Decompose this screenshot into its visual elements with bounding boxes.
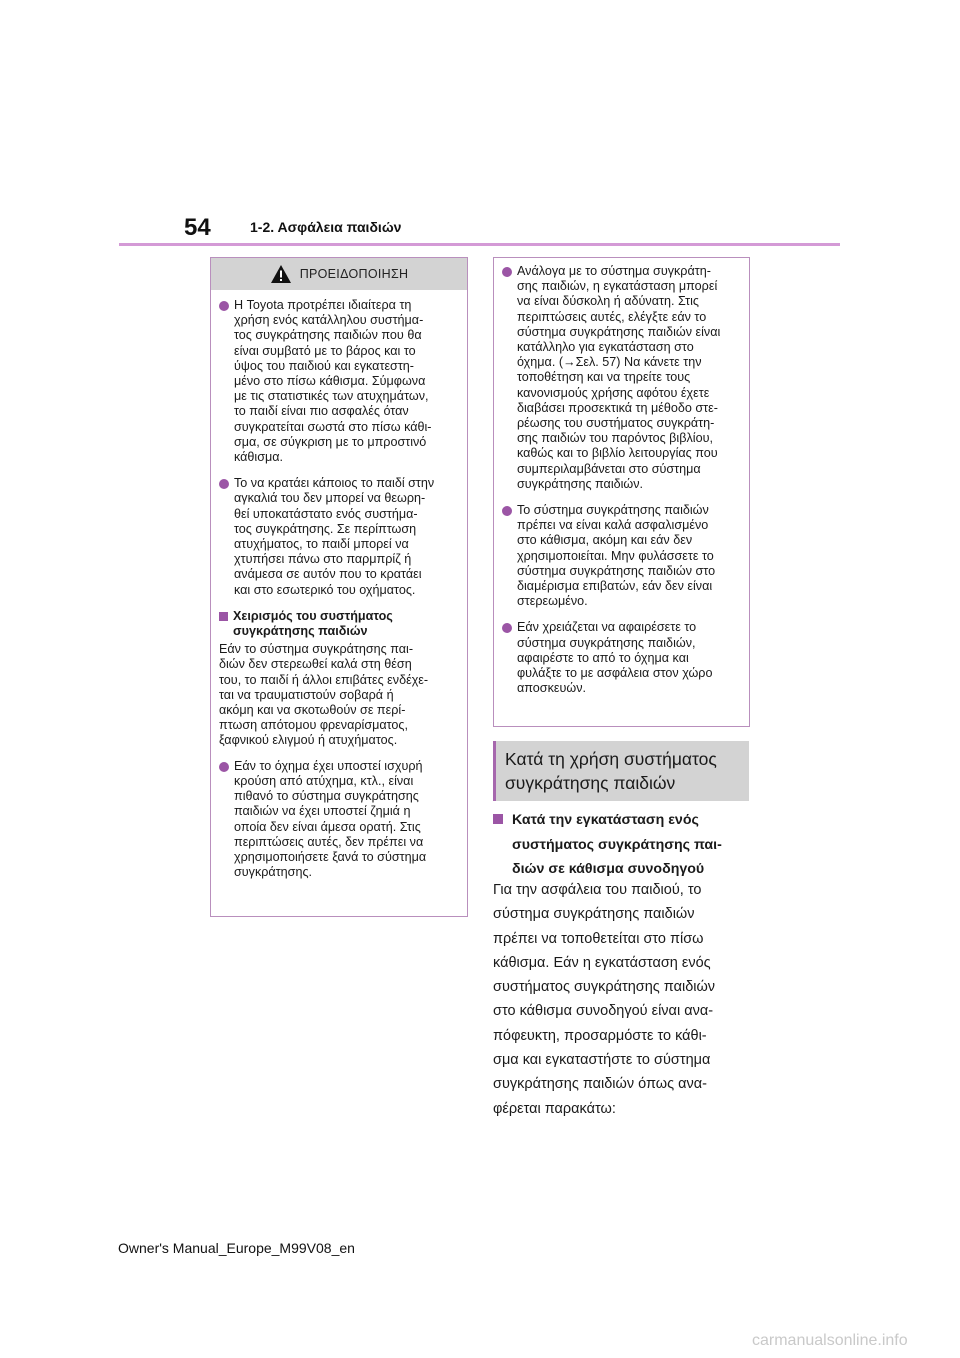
- warning-item: Εάν το όχημα έχει υποστεί ισχυρή κρούση από ατύχημα, κτλ., είναι πιθανό το σύστημα συγκράτησης παιδιών να έχει υποστεί ζημιά η οποία δεν είναι άμεσα ορατή. Στις περιπτώσεις αυτές, δεν πρέπει να χρησιμοποιήσετε ξανά το σύστημα συγκράτησης.: [219, 759, 459, 881]
- warning-triangle-icon: [270, 264, 292, 284]
- bullet-icon: [219, 479, 229, 489]
- handling-heading: Χειρισμός του συστήματος συγκράτησης παιδιών: [219, 609, 459, 639]
- square-bullet-icon: [219, 612, 228, 621]
- warning-header: [211, 258, 467, 290]
- bullet-icon: [502, 623, 512, 633]
- warning-panel-left: [210, 257, 468, 917]
- handling-text: Εάν το σύστημα συγκράτησης παι- διών δεν στερεωθεί καλά στη θέση του, το παιδί ή άλλοι επιβάτες ενδέχε- ται να τραυματιστούν σοβαρά ή ακόμη και να σκοτωθούν σε περί- πτωση απότομου φρεναρίσματος, ξαφνικού ελιγμού ή ατυχήματος.: [219, 642, 429, 748]
- square-bullet-icon: [493, 814, 503, 824]
- warning-panel-right: [493, 257, 750, 727]
- install-heading: [493, 808, 758, 882]
- topic-heading: [493, 741, 749, 801]
- bullet-icon: [502, 267, 512, 277]
- warning-item: Το σύστημα συγκράτησης παιδιών πρέπει να είναι καλά ασφαλισμένο στο κάθισμα, ακόμη και εάν δεν χρησιμοποιείται. Μην φυλάσσετε το σύστημα συγκράτησης παιδιών στο διαμέρισμα επιβατών, εάν δεν είναι στερεωμένο.: [502, 503, 741, 609]
- warning-item: Το να κρατάει κάποιος το παιδί στην αγκαλιά του δεν μπορεί να θεωρη- θεί υποκατάστατο ενός συστήμα- τος συγκράτησης. Σε περίπτωση ατυχήματος, το παιδί μπορεί να χτυπήσει πάνω στο παρμπρίζ ή ανάμεσα σε αυτόν που το κρατάει και στο εσωτερικό του οχήματος.: [219, 476, 459, 598]
- install-title: Κατά την εγκατάσταση ενός συστήματος συγκράτησης παι- διών σε κάθισμα συνοδηγού: [512, 812, 722, 877]
- header-rule: [119, 243, 840, 246]
- bullet-icon: [219, 301, 229, 311]
- bullet-icon: [219, 762, 229, 772]
- footer-manual-id: Owner's Manual_Europe_M99V08_en: [118, 1240, 355, 1256]
- section-title: 1-2. Ασφάλεια παιδιών: [250, 219, 402, 235]
- topic-title: Κατά τη χρήση συστήματος συγκράτησης παιδιών: [505, 749, 717, 793]
- install-body: Για την ασφάλεια του παιδιού, το σύστημα συγκράτησης παιδιών πρέπει να τοποθετείται στο πίσω κάθισμα. Εάν η εγκατάσταση ενός συστήματος συγκράτησης παιδιών στο κάθισμα συνοδηγού είναι ανα- πόφευκτη, προσαρμόστε το κάθι- σμα και εγκαταστήστε το σύστημα συγκράτησης παιδιών όπως ανα- φέρεται παρακάτω:: [493, 882, 716, 1117]
- warning-item: Εάν χρειάζεται να αφαιρέσετε το σύστημα συγκράτησης παιδιών, αφαιρέστε το από το όχημα και φυλάξτε το με ασφάλεια στον χώρο αποσκευών.: [502, 620, 741, 696]
- bullet-icon: [502, 506, 512, 516]
- warning-item: Ανάλογα με το σύστημα συγκράτη- σης παιδιών, η εγκατάσταση μπορεί να είναι δύσκολη ή αδύνατη. Στις περιπτώσεις αυτές, ελέγξτε εάν το σύστημα συγκράτησης παιδιών είναι κατάλληλο για εγκατάσταση στο όχημα. (→Σελ. 57) Να κάνετε την τοποθέτηση και να τηρείτε τους κανονισμούς χρήσης αφότου έχετε διαβάσει προσεκτικά τη μέθοδο στε- ρέωσης του συστήματος συγκράτη- σης παιδιών του παρόντος βιβλίου, καθώς και το βιβλίο λειτουργίας που συμπεριλαμβάνεται στο σύστημα συγκράτησης παιδιών.: [502, 264, 741, 492]
- warning-item: Η Toyota προτρέπει ιδιαίτερα τη χρήση ενός κατάλληλου συστήμα- τος συγκράτησης παιδιών που θα είναι συμβατό με το βάρος και το ύψος του παιδιού και εγκατεστη- μένο στο πίσω κάθισμα. Σύμφωνα με τις στατιστικές των ατυχημάτων, το παιδί είναι πιο ασφαλές όταν συγκρατείται σωστά στο πίσω κάθι- σμα, σε σύγκριση με το μπροστινό κάθισμα.: [219, 298, 459, 465]
- watermark: carmanualsonline.info: [752, 1332, 908, 1349]
- warning-title: ΠΡΟΕΙΔΟΠΟΙΗΣΗ: [299, 267, 409, 281]
- page-number: 54: [184, 214, 211, 241]
